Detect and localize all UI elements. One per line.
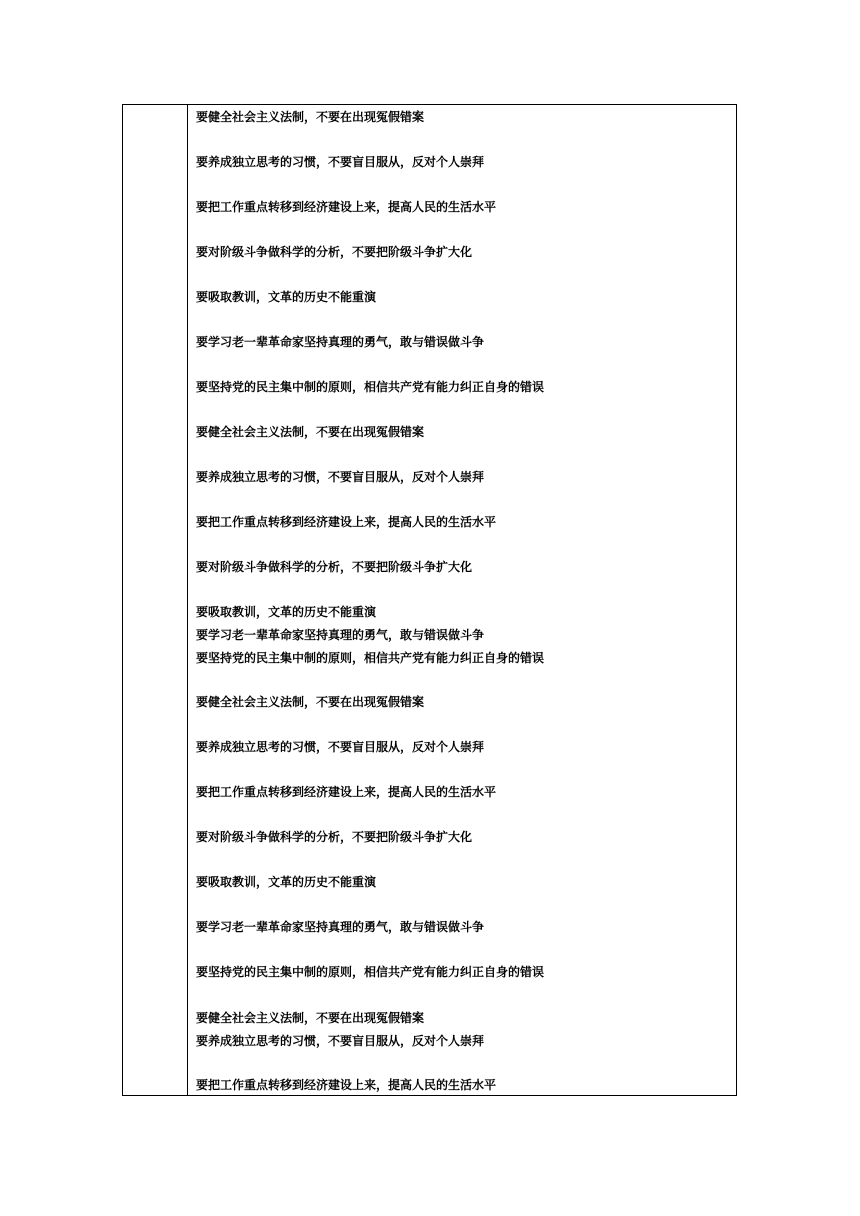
text-line: 要吸取教训，文革的历史不能重演 [196,605,377,619]
text-line: 要把工作重点转移到经济建设上来，提高人民的生活水平 [196,1078,497,1092]
column-divider [187,105,188,1095]
text-line: 要吸取教训，文革的历史不能重演 [196,290,377,304]
text-line: 要对阶级斗争做科学的分析，不要把阶级斗争扩大化 [196,830,473,844]
text-line: 要养成独立思考的习惯，不要盲目服从，反对个人崇拜 [196,1034,485,1048]
text-line: 要健全社会主义法制，不要在出现冤假错案 [196,695,425,709]
text-line: 要学习老一辈革命家坚持真理的勇气，敢与错误做斗争 [196,920,485,934]
text-line: 要养成独立思考的习惯，不要盲目服从，反对个人崇拜 [196,470,485,484]
text-line: 要健全社会主义法制，不要在出现冤假错案 [196,425,425,439]
text-line: 要养成独立思考的习惯，不要盲目服从，反对个人崇拜 [196,740,485,754]
text-line: 要学习老一辈革命家坚持真理的勇气，敢与错误做斗争 [196,628,485,642]
text-line: 要吸取教训，文革的历史不能重演 [196,875,377,889]
text-line: 要把工作重点转移到经济建设上来，提高人民的生活水平 [196,785,497,799]
text-line: 要健全社会主义法制，不要在出现冤假错案 [196,110,425,124]
content-table [122,104,737,1096]
text-line: 要对阶级斗争做科学的分析，不要把阶级斗争扩大化 [196,245,473,259]
text-line: 要把工作重点转移到经济建设上来，提高人民的生活水平 [196,200,497,214]
text-line: 要坚持党的民主集中制的原则，相信共产党有能力纠正自身的错误 [196,651,545,665]
text-line: 要把工作重点转移到经济建设上来，提高人民的生活水平 [196,515,497,529]
text-line: 要养成独立思考的习惯，不要盲目服从，反对个人崇拜 [196,155,485,169]
text-line: 要坚持党的民主集中制的原则，相信共产党有能力纠正自身的错误 [196,965,545,979]
text-line: 要健全社会主义法制，不要在出现冤假错案 [196,1011,425,1025]
text-line: 要对阶级斗争做科学的分析，不要把阶级斗争扩大化 [196,560,473,574]
text-line: 要坚持党的民主集中制的原则，相信共产党有能力纠正自身的错误 [196,380,545,394]
text-line: 要学习老一辈革命家坚持真理的勇气，敢与错误做斗争 [196,335,485,349]
